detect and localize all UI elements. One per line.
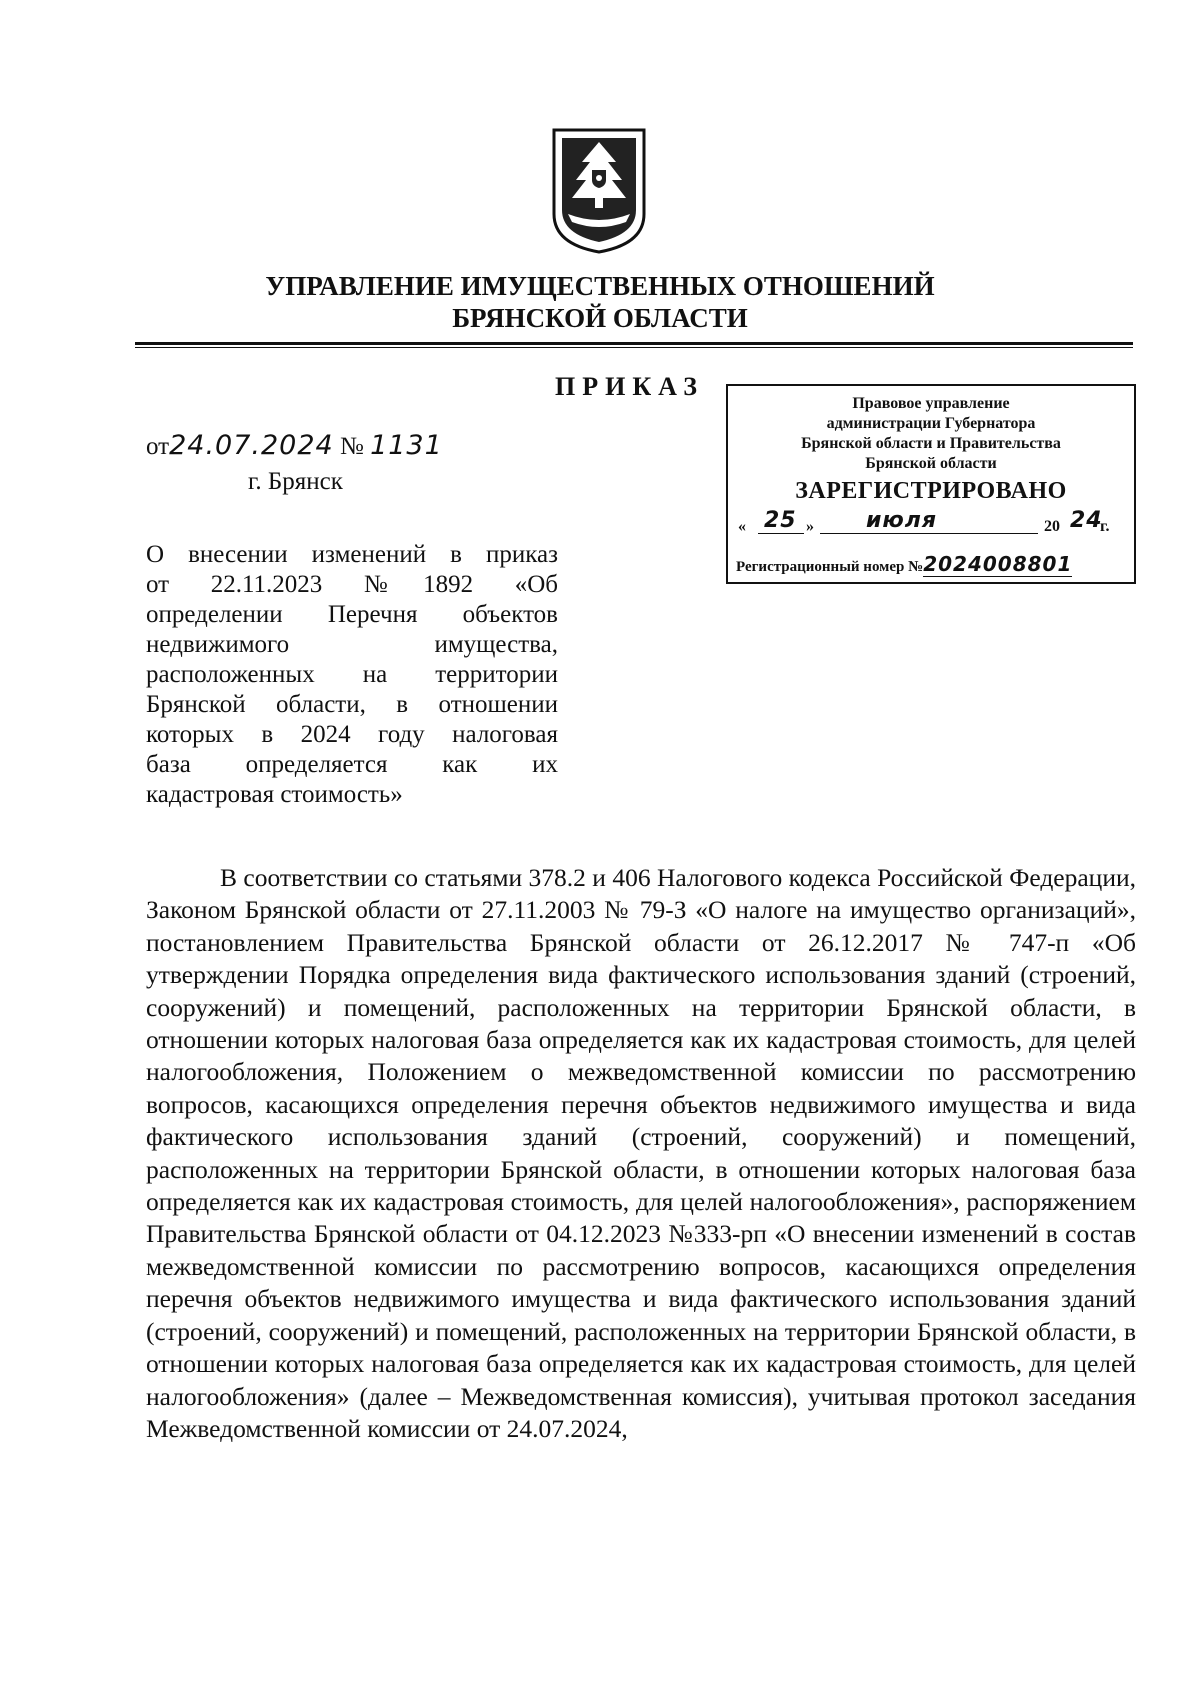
organization-line-1: УПРАВЛЕНИЕ ИМУЩЕСТВЕННЫХ ОТНОШЕНИЙ	[265, 271, 935, 301]
registration-stamp	[726, 384, 1136, 584]
subject-line: Брянской области, в отношении	[146, 691, 558, 718]
order-date: 24.07.2024	[169, 430, 334, 461]
stamp-year-unit: г.	[1100, 518, 1110, 535]
subject-line: определении Перечня объектов	[146, 601, 558, 628]
subject-line: О внесении изменений в приказ	[146, 541, 558, 568]
header-divider	[135, 342, 1133, 345]
header-divider-thin	[135, 347, 1133, 348]
order-subject	[146, 540, 558, 810]
stamp-registration-number	[736, 552, 1072, 576]
stamp-date	[736, 508, 1130, 540]
stamp-reg-number: 2024008801	[923, 552, 1073, 576]
stamp-registered-label: ЗАРЕГИСТРИРОВАНО	[795, 478, 1067, 504]
stamp-year-prefix: 20	[1044, 518, 1060, 535]
organization-name	[160, 270, 1040, 334]
order-date-line	[146, 430, 443, 461]
subject-line: база определяется как их	[146, 751, 558, 778]
subject-line: которых в 2024 году налоговая	[146, 721, 558, 748]
number-prefix: №	[339, 433, 364, 460]
stamp-reg-label: Регистрационный номер №	[736, 559, 924, 575]
stamp-line: Правовое управление	[852, 395, 1010, 412]
stamp-quote-close: »	[806, 518, 814, 535]
order-city: г. Брянск	[248, 468, 343, 495]
stamp-line: Брянской области и Правительства	[801, 435, 1061, 452]
order-body	[146, 862, 1136, 1445]
stamp-day-underline	[758, 533, 804, 534]
document-title: ПРИКАЗ	[555, 372, 705, 401]
subject-line: недвижимого имущества,	[146, 631, 558, 658]
date-prefix: от	[146, 433, 170, 460]
stamp-day: 25	[764, 508, 797, 533]
organization-line-2: БРЯНСКОЙ ОБЛАСТИ	[452, 303, 748, 333]
coat-of-arms-icon	[550, 128, 648, 254]
stamp-line: Брянской области	[865, 455, 997, 472]
subject-line: от 22.11.2023 №1892 «Об	[146, 571, 558, 598]
stamp-quote-open: «	[738, 518, 746, 535]
order-number: 1131	[370, 430, 443, 461]
stamp-month-underline	[820, 533, 1038, 534]
stamp-year-suffix: 24	[1070, 508, 1103, 533]
stamp-line: администрации Губернатора	[826, 415, 1036, 432]
stamp-month: июля	[866, 508, 938, 533]
subject-line: кадастровая стоимость»	[146, 781, 403, 808]
subject-line: расположенных на территории	[146, 661, 558, 688]
body-paragraph: В соответствии со статьями 378.2 и 406 Налогового кодекса Российской Федерации, Законом Брянской области от 27.11.2003 № 79-З «О налоге на имущество организаций», постановлением Правительства Брянской области от 26.12.2017 № 747-п «Об утверждении Порядка определения вида фактического использования зданий (строений, сооружений) и помещений, расположенных на территории Брянской области, в отношении которых налоговая база определяется как их кадастровая стоимость, для целей налогообложения, Положением о межведомственной комиссии по рассмотрению вопросов, касающихся определения перечня объектов недвижимого имущества и вида фактического использования зданий (строений, сооружений) и помещений, расположенных на территории Брянской области, в отношении которых налоговая база определяется как их кадастровая стоимость, для целей налогообложения», распоряжением Правительства Брянской области от 04.12.2023 №333-рп «О внесении изменений в состав межведомственной комиссии по рассмотрению вопросов, касающихся определения перечня объектов недвижимого имущества и вида фактического использования зданий (строений, сооружений) и помещений, расположенных на территории Брянской области, в отношении которых налоговая база определяется как их кадастровая стоимость, для целей налогообложения» (далее – Межведомственная комиссия), учитывая протокол заседания Межведомственной комиссии от 24.07.2024,	[146, 863, 1136, 1443]
